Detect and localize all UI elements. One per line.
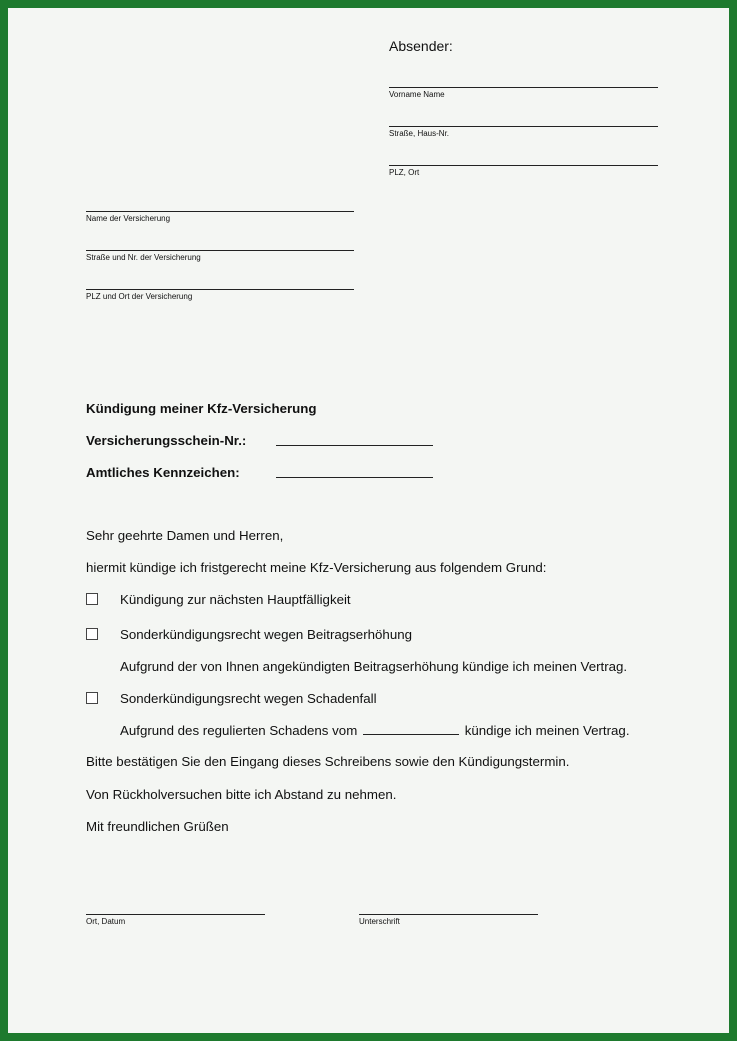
place-date-line[interactable] <box>86 914 265 915</box>
place-date-label: Ort, Datum <box>86 917 126 926</box>
signature-label: Unterschrift <box>359 917 400 926</box>
recipient-city-line[interactable] <box>86 289 354 290</box>
option3-label: Sonderkündigungsrecht wegen Schadenfall <box>120 691 377 706</box>
recipient-street-label: Straße und Nr. der Versicherung <box>86 253 201 262</box>
greeting: Sehr geehrte Damen und Herren, <box>86 528 284 543</box>
confirm-text: Bitte bestätigen Sie den Eingang dieses Schreibens sowie den Kündigungstermin. <box>86 754 570 769</box>
closing-text: Mit freundlichen Grüßen <box>86 819 229 834</box>
letter-page <box>8 8 729 1033</box>
option1-checkbox[interactable] <box>86 593 98 605</box>
recipient-street-line[interactable] <box>86 250 354 251</box>
option1-label: Kündigung zur nächsten Hauptfälligkeit <box>120 592 351 607</box>
option2-label: Sonderkündigungsrecht wegen Beitragserhöhung <box>120 627 412 642</box>
sender-city-line[interactable] <box>389 165 658 166</box>
signature-line[interactable] <box>359 914 538 915</box>
option3-detail-post: kündige ich meinen Vertrag. <box>464 723 630 738</box>
license-plate-label: Amtliches Kennzeichen: <box>86 465 240 480</box>
sender-name-line[interactable] <box>389 87 658 88</box>
option2-checkbox[interactable] <box>86 628 98 640</box>
no-callback-text: Von Rückholversuchen bitte ich Abstand zu nehmen. <box>86 787 397 802</box>
subject-title: Kündigung meiner Kfz-Versicherung <box>86 401 317 416</box>
sender-street-label: Straße, Haus-Nr. <box>389 129 450 138</box>
license-plate-field[interactable] <box>276 477 433 478</box>
policy-number-field[interactable] <box>276 445 433 446</box>
option2-detail: Aufgrund der von Ihnen angekündigten Beitragserhöhung kündige ich meinen Vertrag. <box>120 659 628 674</box>
policy-number-label: Versicherungsschein-Nr.: <box>86 433 247 448</box>
recipient-name-line[interactable] <box>86 211 354 212</box>
option3-checkbox[interactable] <box>86 692 98 704</box>
recipient-name-label: Name der Versicherung <box>86 214 171 223</box>
sender-city-label: PLZ, Ort <box>389 168 420 177</box>
intro-text: hiermit kündige ich fristgerecht meine Kfz-Versicherung aus folgendem Grund: <box>86 560 547 575</box>
option3-detail <box>120 723 630 738</box>
sender-name-label: Vorname Name <box>389 90 445 99</box>
sender-street-line[interactable] <box>389 126 658 127</box>
sender-heading: Absender: <box>389 38 453 54</box>
option3-detail-pre: Aufgrund des regulierten Schadens vom <box>120 723 358 738</box>
damage-date-field[interactable] <box>363 734 459 735</box>
recipient-city-label: PLZ und Ort der Versicherung <box>86 292 193 301</box>
